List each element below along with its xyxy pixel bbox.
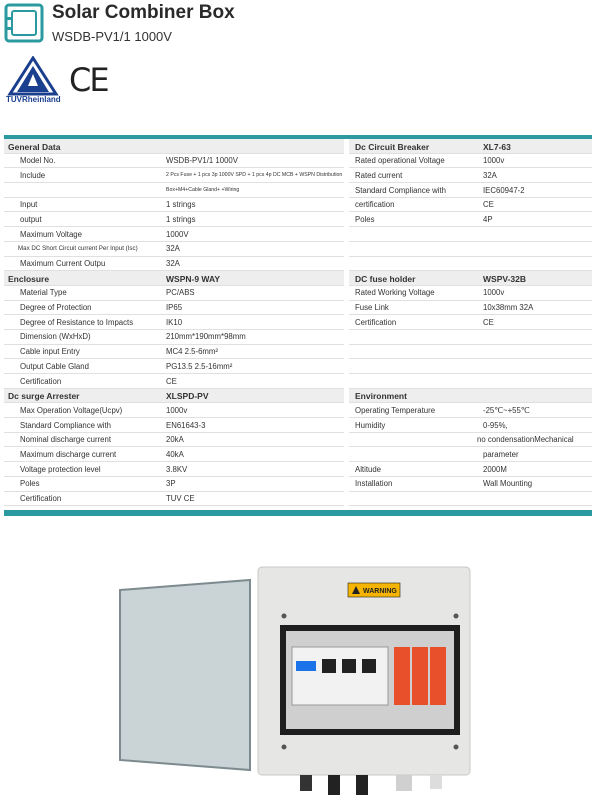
- spec-value: XLSPD-PV: [166, 391, 209, 402]
- spec-row: [349, 257, 592, 272]
- spec-row: [349, 315, 592, 330]
- spec-row: [4, 227, 344, 242]
- spec-row: [4, 198, 344, 213]
- spec-section-header: [349, 271, 592, 286]
- spec-key: Dc surge Arrester: [8, 391, 80, 402]
- spec-key: Standard Compliance with: [355, 185, 447, 195]
- spec-row: [349, 330, 592, 345]
- spec-key: Maximum Current Outpu: [20, 259, 106, 268]
- spec-key: Rated current: [355, 170, 403, 180]
- spec-section-header: [349, 139, 592, 154]
- spec-row: [349, 301, 592, 316]
- spec-value: 2 Pcs Fuse + 1 pcs 3p 1000V SPD + 1 pcs 4p DC MCB + WSPN Distribution: [166, 172, 343, 179]
- spec-key: Input: [20, 200, 38, 210]
- spec-value: 3P: [166, 479, 176, 489]
- spec-value: TUV CE: [166, 494, 195, 503]
- spec-key: Certification: [20, 376, 62, 386]
- spec-value: 20kA: [166, 435, 184, 445]
- spec-row: [4, 330, 344, 345]
- spec-row: [349, 286, 592, 301]
- spec-section-header: [4, 271, 344, 286]
- spec-row: [349, 227, 592, 242]
- combiner-box-icon: [4, 3, 44, 43]
- spec-key: Enclosure: [8, 273, 50, 284]
- spec-key: Certification: [20, 494, 62, 503]
- spec-value: 1 strings: [166, 214, 196, 224]
- spec-row: [4, 301, 344, 316]
- spec-value: 210mm*190mm*98mm: [166, 332, 246, 342]
- spec-section-header: [349, 389, 592, 404]
- spec-key: Poles: [355, 214, 375, 224]
- spec-value: CE: [483, 317, 494, 327]
- spec-value: Box+M4+Cable Gland+ +Wiring: [166, 187, 240, 194]
- spec-key: Fuse Link: [355, 303, 389, 313]
- spec-row: [349, 374, 592, 389]
- spec-value: 32A: [166, 244, 180, 254]
- ce-mark: CE: [69, 61, 108, 99]
- spec-row: [4, 286, 344, 301]
- spec-value: Wall Mounting: [483, 479, 533, 489]
- spec-value: 1000v: [483, 156, 505, 166]
- spec-value: 1000V: [166, 229, 189, 239]
- spec-row: [349, 462, 592, 477]
- spec-row: [349, 168, 592, 183]
- spec-value: 0-95%,: [483, 420, 508, 430]
- spec-value: IK10: [166, 317, 183, 327]
- spec-value: WSDB-PV1/1 1000V: [166, 156, 238, 166]
- spec-row: [349, 359, 592, 374]
- spec-key: Dc Circuit Breaker: [355, 141, 430, 152]
- spec-row: [4, 418, 344, 433]
- spec-key: Voltage protection level: [20, 464, 101, 474]
- spec-row: [349, 492, 592, 507]
- spec-key: output: [20, 214, 42, 224]
- spec-key: Altitude: [355, 464, 382, 474]
- spec-key: Operating Temperature: [355, 405, 436, 415]
- page-title: Solar Combiner Box: [52, 2, 235, 23]
- spec-key: Max DC Short Circuit current Per Input (Isc): [18, 245, 138, 253]
- spec-row: [4, 447, 344, 462]
- spec-row: [4, 477, 344, 492]
- spec-row: [4, 168, 344, 183]
- tuv-rheinland-logo: [6, 56, 60, 104]
- spec-value: EN61643-3: [166, 420, 206, 430]
- spec-row: [4, 492, 344, 507]
- spec-row: [4, 403, 344, 418]
- spec-key: Dimension (WxHxD): [20, 332, 91, 342]
- spec-row: [349, 154, 592, 169]
- spec-value: IP65: [166, 303, 183, 313]
- spec-value: 10x38mm 32A: [483, 303, 534, 313]
- spec-row: [4, 183, 344, 198]
- spec-key: Poles: [20, 479, 40, 489]
- spec-value: 32A: [166, 259, 180, 268]
- spec-row: [4, 257, 344, 272]
- spec-value: no condensationMechanical: [477, 435, 574, 445]
- spec-column-left: [4, 139, 344, 506]
- spec-key: Output Cable Gland: [20, 361, 89, 371]
- spec-value: 32A: [483, 170, 497, 180]
- spec-value: -25℃~+55℃: [483, 405, 530, 415]
- spec-row: [349, 433, 592, 448]
- spec-value: 2000M: [483, 464, 507, 474]
- spec-value: WSPV-32B: [483, 273, 526, 284]
- spec-key: Degree of Resistance to Impacts: [20, 317, 134, 327]
- tuv-triangle-icon: [6, 56, 60, 96]
- spec-key: Standard Compliance with: [20, 420, 112, 430]
- spec-value: 3.8KV: [166, 464, 188, 474]
- spec-value: parameter: [483, 449, 519, 459]
- spec-key: Rated operational Voltage: [355, 156, 445, 166]
- spec-key: Model No.: [20, 156, 56, 166]
- spec-key: Maximum Voltage: [20, 229, 82, 239]
- spec-row: [4, 315, 344, 330]
- spec-value: PC/ABS: [166, 288, 195, 298]
- spec-row: [4, 433, 344, 448]
- spec-table: [4, 135, 592, 517]
- spec-key: Material Type: [20, 288, 67, 298]
- spec-section-header: [4, 389, 344, 404]
- spec-row: [4, 345, 344, 360]
- spec-key: Environment: [355, 391, 407, 402]
- spec-value: 1 strings: [166, 200, 196, 210]
- spec-key: certification: [355, 200, 395, 210]
- combiner-box-photo: [100, 555, 500, 805]
- model-subtitle: WSDB-PV1/1 1000V: [52, 29, 172, 44]
- spec-key: Degree of Protection: [20, 303, 92, 313]
- spec-key: Rated Working Voltage: [355, 288, 435, 298]
- spec-value: CE: [166, 376, 177, 386]
- spec-value: XL7-63: [483, 141, 511, 152]
- spec-row: [349, 242, 592, 257]
- spec-value: MC4 2.5-6mm²: [166, 347, 218, 357]
- spec-row: [4, 212, 344, 227]
- spec-key: Maximum discharge current: [20, 449, 117, 459]
- spec-key: Nominal discharge current: [20, 435, 112, 445]
- spec-row: [349, 418, 592, 433]
- spec-key: Installation: [355, 479, 393, 489]
- spec-row: [4, 359, 344, 374]
- spec-row: [349, 477, 592, 492]
- tuv-logo-text: TÜVRheinland: [6, 95, 61, 104]
- warning-label: WARNING: [363, 588, 397, 595]
- spec-value: 1000v: [166, 405, 188, 415]
- spec-row: [4, 154, 344, 169]
- spec-key: General Data: [8, 141, 61, 152]
- spec-row: [349, 198, 592, 213]
- spec-row: [349, 345, 592, 360]
- spec-row: [349, 403, 592, 418]
- spec-key: DC fuse holder: [355, 273, 416, 284]
- spec-value: CE: [483, 200, 494, 210]
- spec-value: WSPN-9 WAY: [166, 273, 221, 284]
- spec-column-right: [349, 139, 592, 506]
- spec-key: Humidity: [355, 420, 386, 430]
- spec-value: 1000v: [483, 288, 505, 298]
- spec-row: [4, 462, 344, 477]
- spec-row: [349, 447, 592, 462]
- spec-row: [349, 212, 592, 227]
- spec-value: IEC60947-2: [483, 185, 525, 195]
- spec-value: 40kA: [166, 449, 184, 459]
- spec-value: PG13.5 2.5-16mm²: [166, 361, 233, 371]
- spec-value: 4P: [483, 214, 493, 224]
- spec-key: Max Operation Voltage(Ucpv): [20, 405, 123, 415]
- spec-key: Include: [20, 170, 46, 180]
- spec-row: [349, 183, 592, 198]
- spec-row: [4, 242, 344, 257]
- spec-key: Cable input Entry: [20, 347, 80, 357]
- spec-row: [4, 374, 344, 389]
- spec-key: Certification: [355, 317, 397, 327]
- spec-section-header: [4, 139, 344, 154]
- table-bottom-bar: [4, 510, 592, 516]
